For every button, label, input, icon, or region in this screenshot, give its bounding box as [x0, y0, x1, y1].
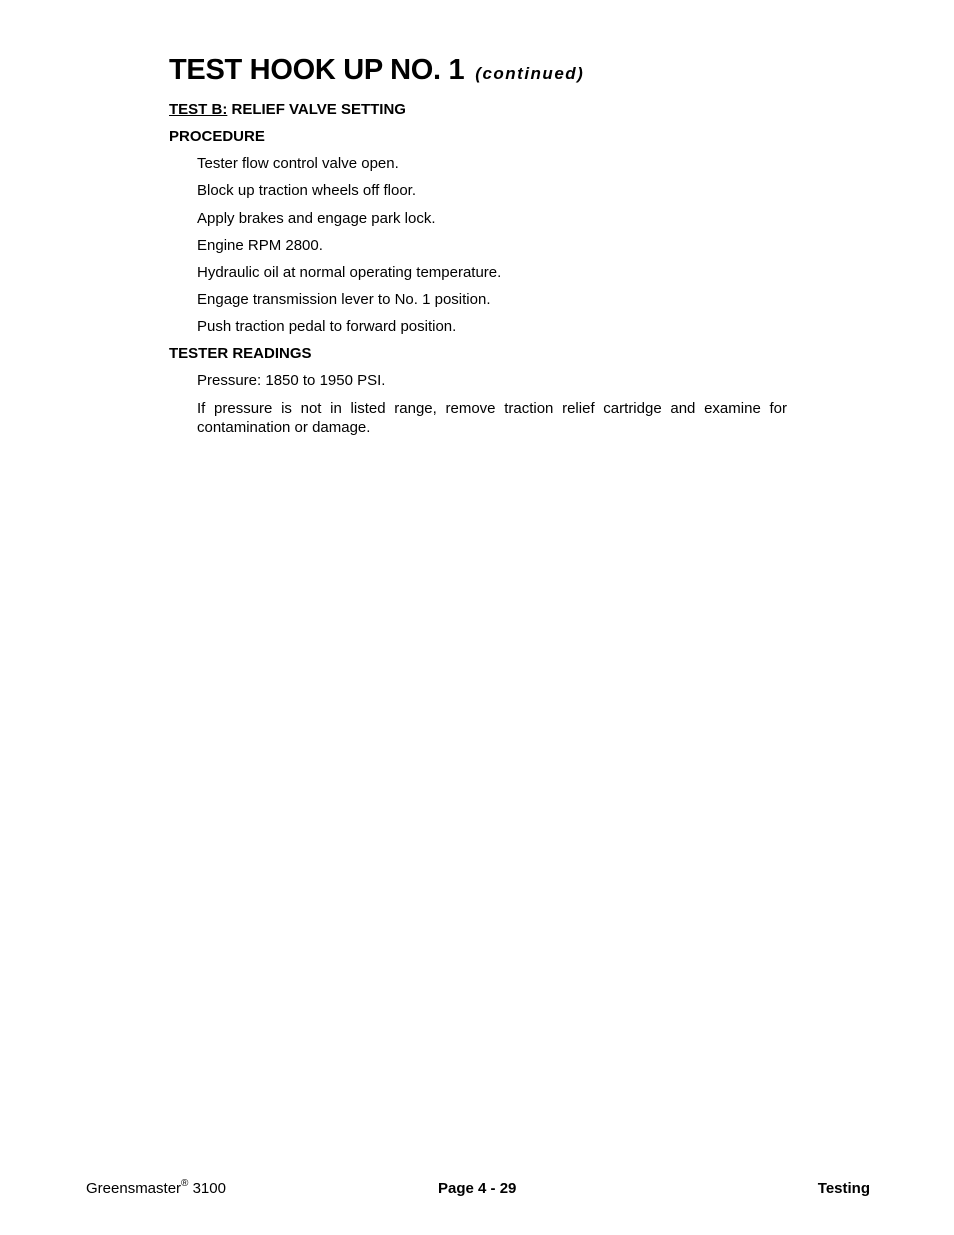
- procedure-heading: PROCEDURE: [169, 128, 265, 145]
- page-title-continued: (continued): [475, 64, 585, 83]
- footer-section: Testing: [817, 1180, 870, 1197]
- test-heading: [169, 101, 406, 119]
- procedure-step: Block up traction wheels off floor.: [197, 182, 417, 199]
- procedure-step: Tester flow control valve open.: [197, 155, 399, 172]
- footer-product-name: Greensmaster: [86, 1180, 182, 1197]
- page-title-main: TEST HOOK UP NO. 1: [169, 54, 465, 86]
- pressure-reading: Pressure: 1850 to 1950 PSI.: [197, 372, 386, 389]
- test-label: TEST B:: [169, 101, 228, 118]
- footer-page-number: Page 4 - 29: [438, 1180, 517, 1197]
- procedure-step: Hydraulic oil at normal operating temperature.: [197, 264, 502, 281]
- registered-mark: ®: [181, 1178, 189, 1189]
- test-name: RELIEF VALVE SETTING: [231, 101, 406, 118]
- tester-readings-heading: TESTER READINGS: [169, 345, 312, 362]
- page-title: [169, 52, 584, 85]
- procedure-step: Apply brakes and engage park lock.: [197, 210, 436, 227]
- procedure-step: Engine RPM 2800.: [197, 237, 323, 254]
- footer-product: [86, 1180, 226, 1198]
- procedure-step: Engage transmission lever to No. 1 position.: [197, 291, 491, 308]
- footer-model: 3100: [192, 1180, 226, 1197]
- procedure-step: Push traction pedal to forward position.: [197, 318, 457, 335]
- pressure-note: If pressure is not in listed range, remove traction relief cartridge and examine for contamination or damage.: [197, 400, 787, 436]
